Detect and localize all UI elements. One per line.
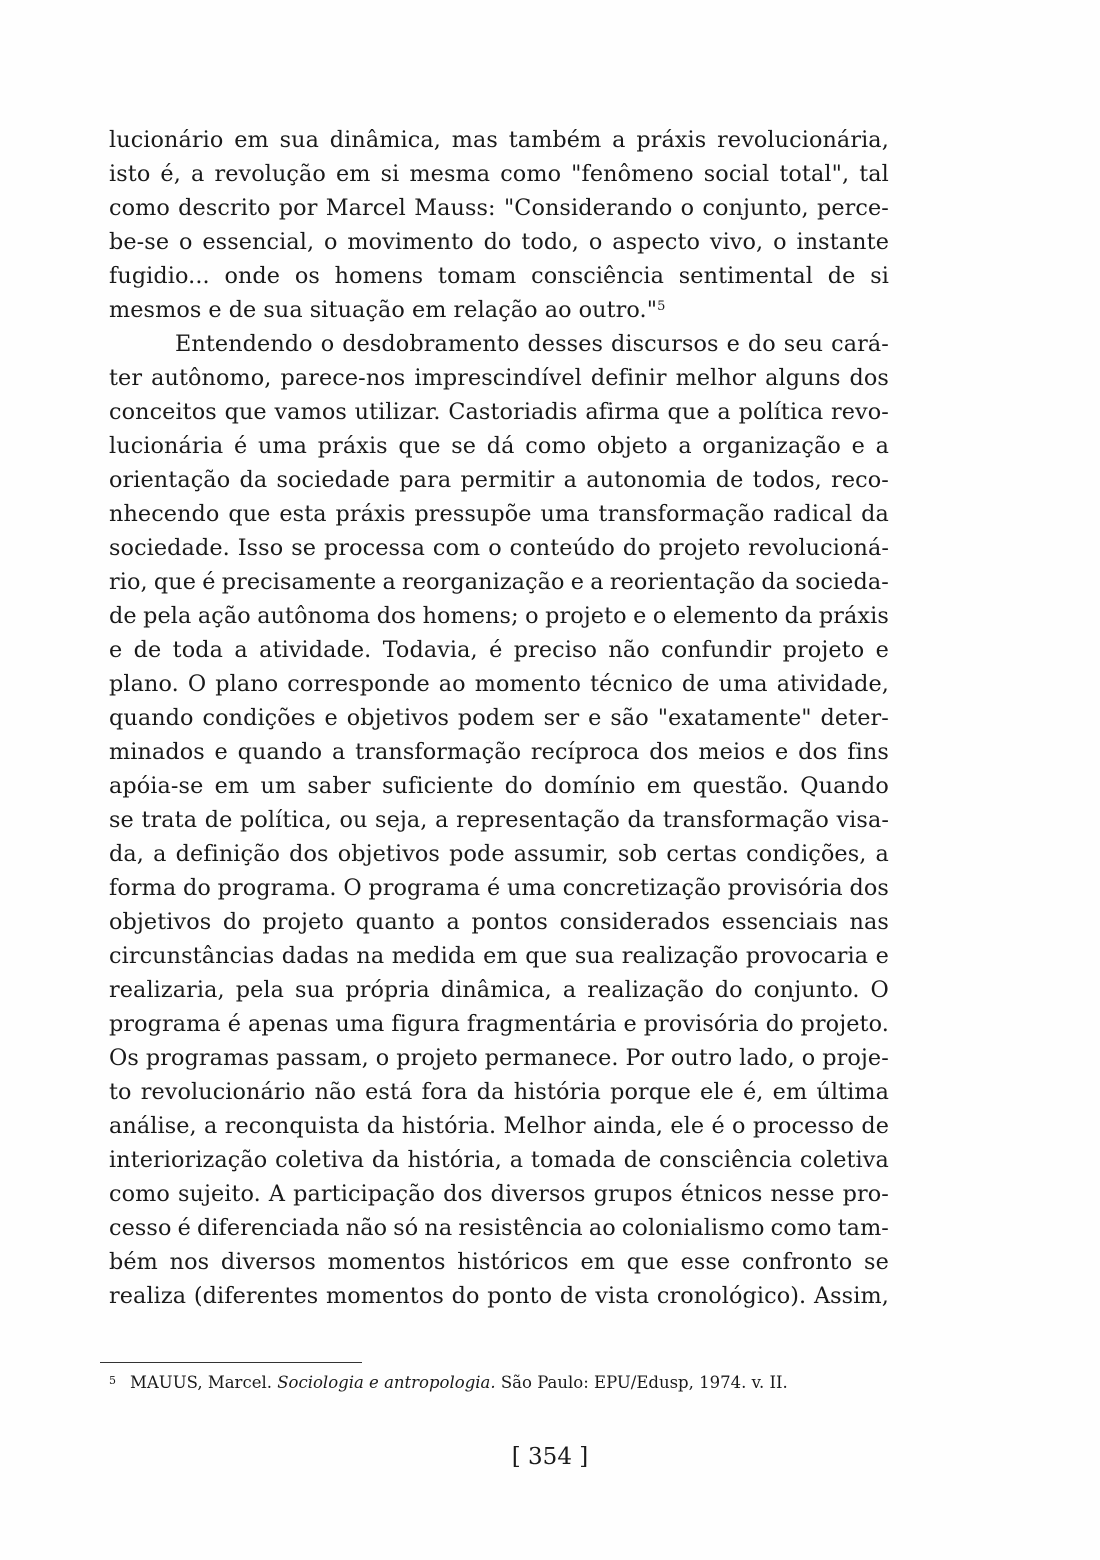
text-line: quando condições e objetivos podem ser e são "exatamente" deter- bbox=[109, 705, 889, 731]
text-line: conceitos que vamos utilizar. Castoriadis afirma que a política revo- bbox=[109, 399, 889, 425]
text-line: Os programas passam, o projeto permanece. Por outro lado, o proje- bbox=[109, 1045, 889, 1071]
text-line: lucionária é uma práxis que se dá como objeto a organização e a bbox=[109, 433, 889, 459]
text-line: programa é apenas uma figura fragmentária e provisória do projeto. bbox=[109, 1011, 889, 1037]
footnote bbox=[109, 1371, 889, 1395]
text-line: lucionário em sua dinâmica, mas também a práxis revolucionária, bbox=[109, 127, 889, 153]
footnote-title: Sociologia e antropologia. bbox=[277, 1373, 496, 1392]
text-line: bém nos diversos momentos históricos em que esse confronto se bbox=[109, 1249, 889, 1275]
body-text bbox=[109, 123, 889, 1313]
text-line: e de toda a atividade. Todavia, é preciso não confundir projeto e bbox=[109, 637, 889, 663]
text-line: plano. O plano corresponde ao momento técnico de uma atividade, bbox=[109, 671, 889, 697]
text-line: objetivos do projeto quanto a pontos considerados essenciais nas bbox=[109, 909, 889, 935]
text-line: rio, que é precisamente a reorganização e a reorientação da socieda- bbox=[109, 569, 889, 595]
text-line: Entendendo o desdobramento desses discursos e do seu cará- bbox=[175, 331, 889, 357]
text-line: apóia-se em um saber suficiente do domínio em questão. Quando bbox=[109, 773, 889, 799]
text-line: orientação da sociedade para permitir a autonomia de todos, reco- bbox=[109, 467, 889, 493]
page-number: [ 354 ] bbox=[511, 1444, 589, 1470]
footnote-number: 5 bbox=[109, 1374, 116, 1387]
text-line: be-se o essencial, o movimento do todo, o aspecto vivo, o instante bbox=[109, 229, 889, 255]
footnote-divider bbox=[100, 1362, 362, 1363]
footnote-reference: 5 bbox=[657, 299, 666, 314]
text-line: realiza (diferentes momentos do ponto de vista cronológico). Assim, bbox=[109, 1283, 889, 1309]
text-line: isto é, a revolução em si mesma como "fenômeno social total", tal bbox=[109, 161, 889, 187]
text-line: da, a definição dos objetivos pode assumir, sob certas condições, a bbox=[109, 841, 889, 867]
text-line: circunstâncias dadas na medida em que sua realização provocaria e bbox=[109, 943, 889, 969]
text-line: análise, a reconquista da história. Melhor ainda, ele é o processo de bbox=[109, 1113, 889, 1139]
text-line: forma do programa. O programa é uma concretização provisória dos bbox=[109, 875, 889, 901]
text-line: como sujeito. A participação dos diversos grupos étnicos nesse pro- bbox=[109, 1181, 889, 1207]
text-line: fugidio... onde os homens tomam consciência sentimental de si bbox=[109, 263, 889, 289]
text-line: ter autônomo, parece-nos imprescindível definir melhor alguns dos bbox=[109, 365, 889, 391]
text-line: se trata de política, ou seja, a representação da transformação visa- bbox=[109, 807, 889, 833]
text-line: cesso é diferenciada não só na resistência ao colonialismo como tam- bbox=[109, 1215, 889, 1241]
footnote-publication: São Paulo: EPU/Edusp, 1974. v. II. bbox=[500, 1373, 788, 1392]
text-line: realizaria, pela sua própria dinâmica, a realização do conjunto. O bbox=[109, 977, 889, 1003]
text-line: to revolucionário não está fora da história porque ele é, em última bbox=[109, 1079, 889, 1105]
text-line: de pela ação autônoma dos homens; o projeto e o elemento da práxis bbox=[109, 603, 889, 629]
text-line: sociedade. Isso se processa com o conteúdo do projeto revolucioná- bbox=[109, 535, 889, 561]
text-line: interiorização coletiva da história, a tomada de consciência coletiva bbox=[109, 1147, 889, 1173]
text-line: como descrito por Marcel Mauss: "Considerando o conjunto, perce- bbox=[109, 195, 889, 221]
text-line: mesmos e de sua situação em relação ao outro."$^5$ bbox=[109, 297, 666, 323]
text-line: minados e quando a transformação recíproca dos meios e dos fins bbox=[109, 739, 889, 765]
text-line: nhecendo que esta práxis pressupõe uma transformação radical da bbox=[109, 501, 889, 527]
footnote-author: MAUUS, Marcel. bbox=[130, 1373, 272, 1392]
